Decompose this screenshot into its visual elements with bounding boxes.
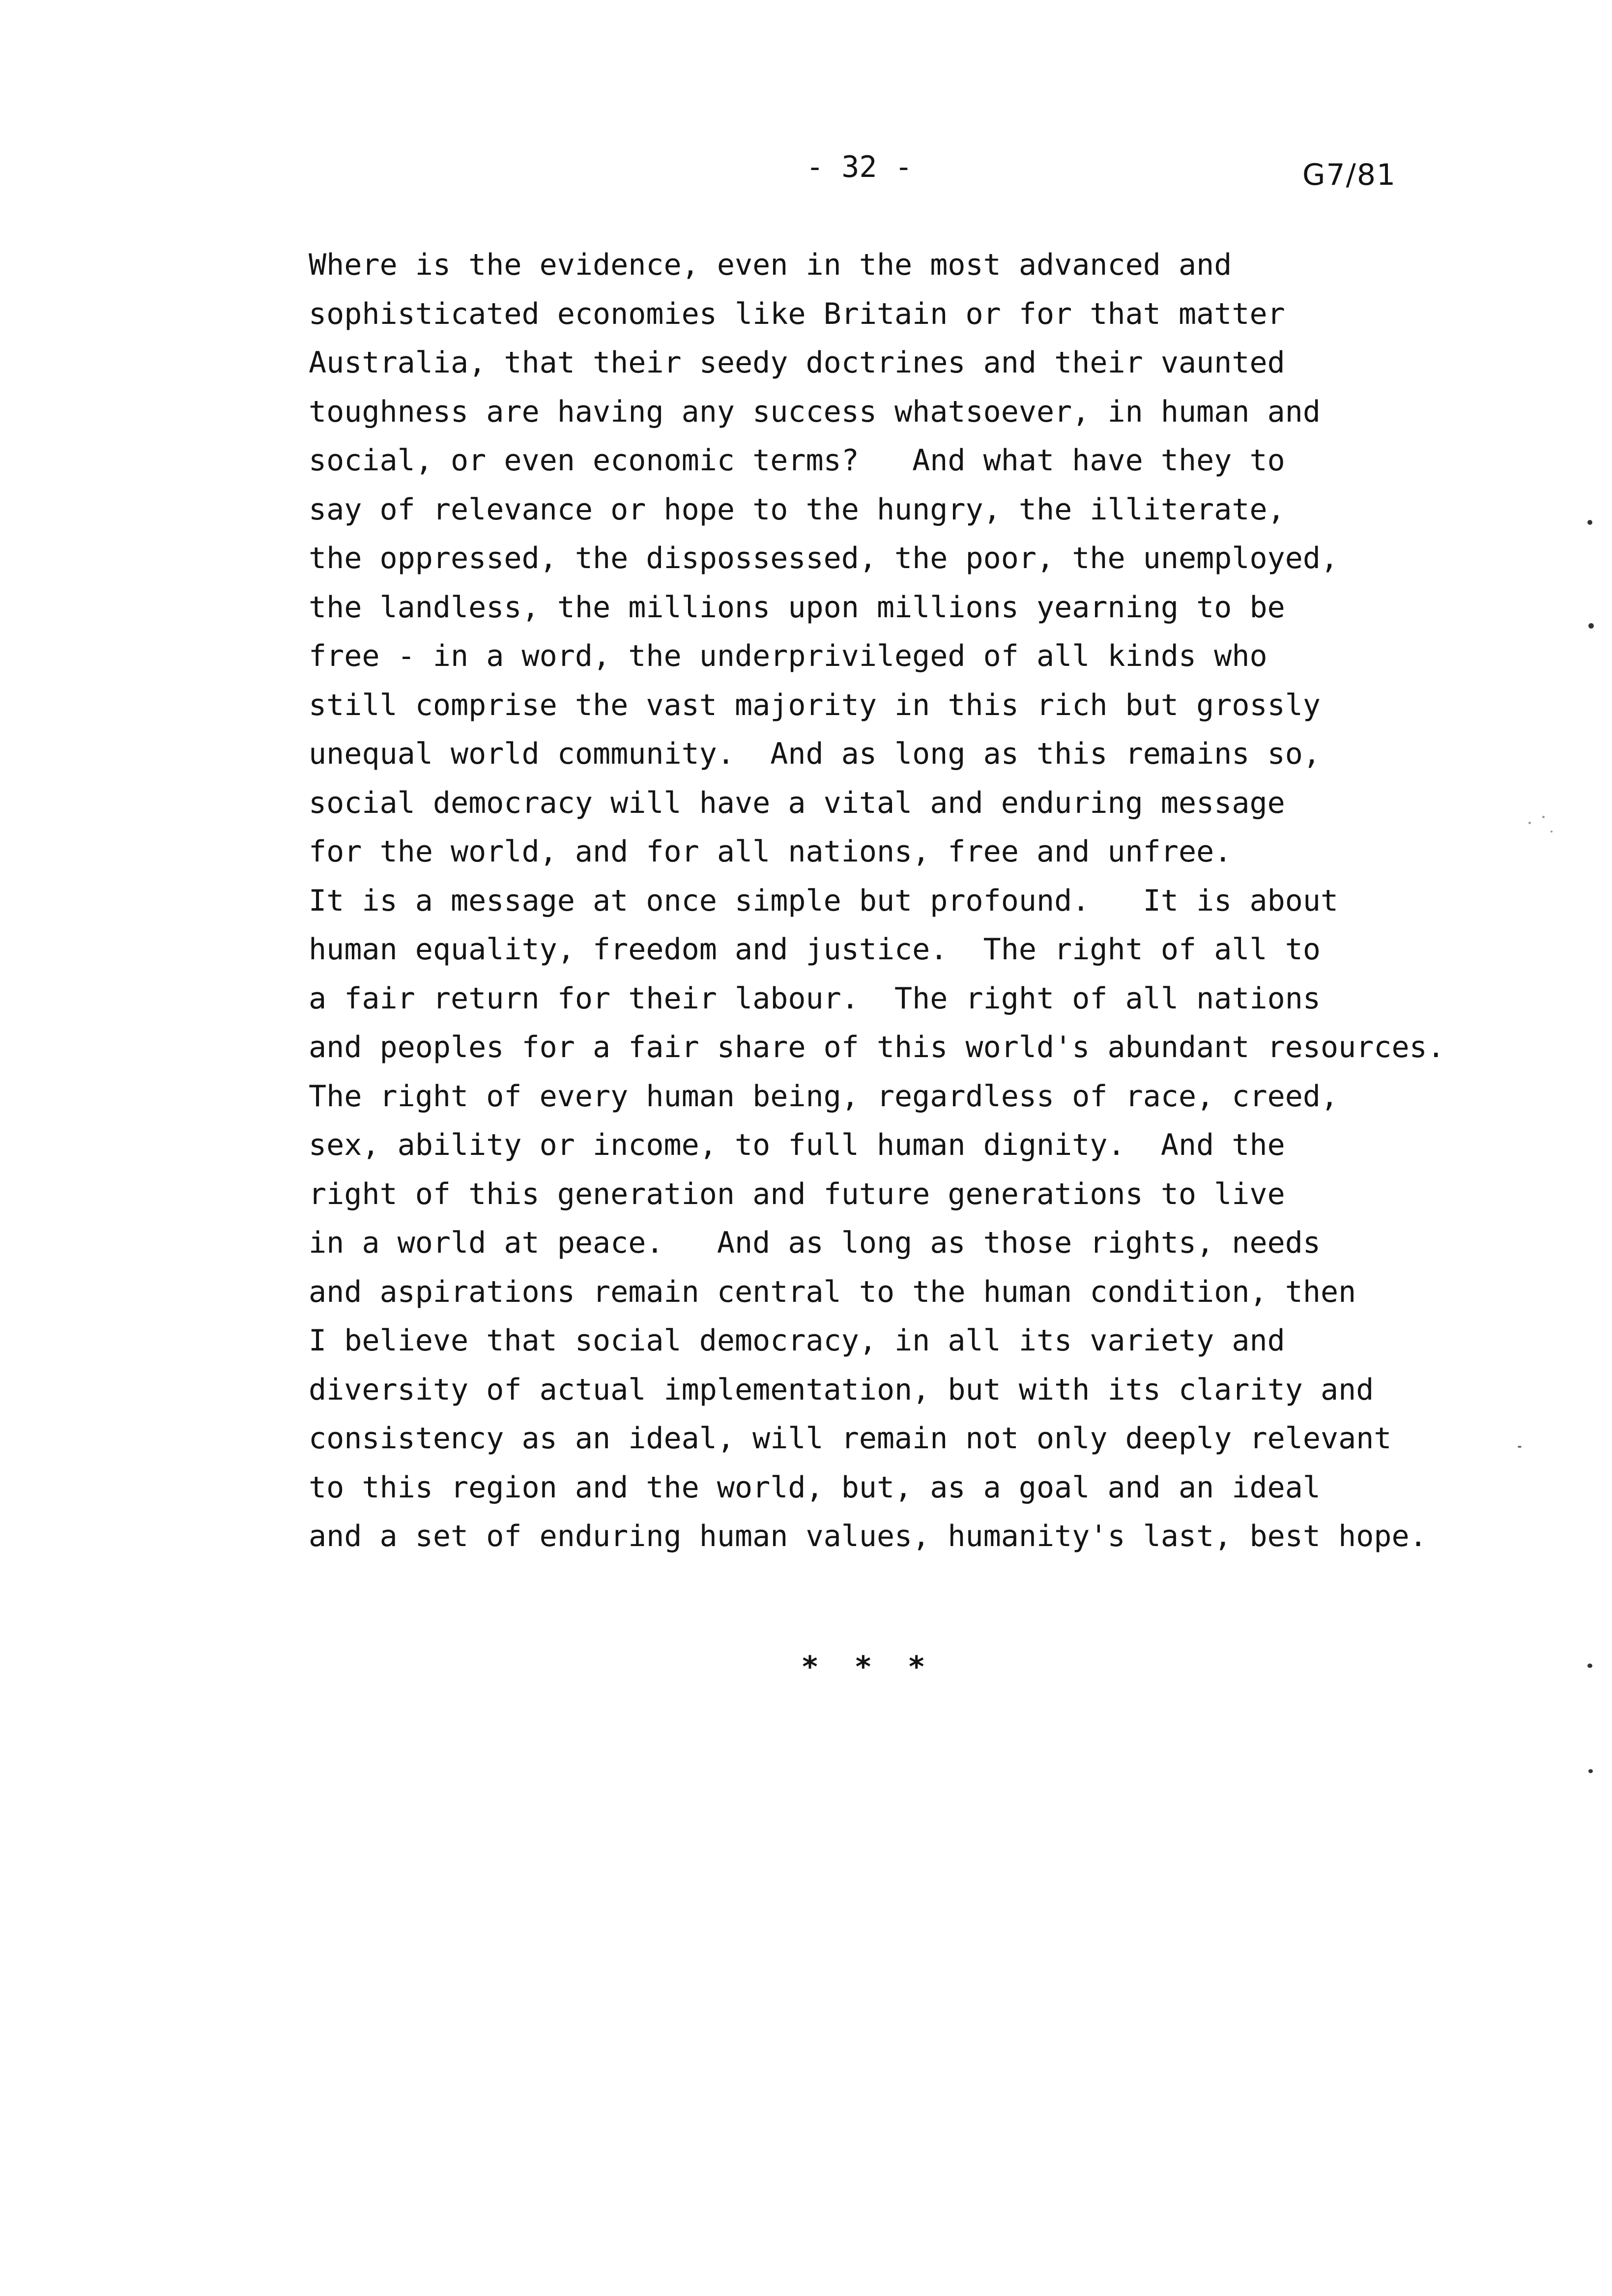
document-reference: G7/81 [1302,158,1397,192]
text-line: free - in a word, the underprivileged of all kinds who [309,639,1267,673]
scan-speck [1588,1769,1593,1773]
section-separator: * * * [801,1650,925,1684]
text-line: It is a message at once simple but profound. It is about [309,883,1339,918]
text-line: the oppressed, the dispossessed, the poor, the unemployed, [309,541,1339,575]
text-line: for the world, and for all nations, free and unfree. [309,834,1232,869]
text-line: social democracy will have a vital and enduring message [309,785,1285,820]
text-line: sex, ability or income, to full human dignity. And the [309,1128,1285,1162]
text-line: Where is the evidence, even in the most advanced and [309,248,1232,282]
text-line: in a world at peace. And as long as those rights, needs [309,1226,1321,1260]
text-line: and a set of enduring human values, humanity's last, best hope. [309,1519,1427,1553]
text-line: sophisticated economies like Britain or for that matter [309,296,1285,331]
scan-speck [1588,623,1594,629]
scan-speck [1587,1664,1592,1668]
page-number: - 32 - [806,150,913,184]
text-line: diversity of actual implementation, but with its clarity and [309,1372,1374,1407]
text-line: right of this generation and future generations to live [309,1177,1285,1211]
text-line: and peoples for a fair share of this world's abundant resources. [309,1030,1445,1064]
text-line: toughness are having any success whatsoever, in human and [309,394,1321,429]
scan-speck [1518,1446,1522,1448]
body-text [309,241,1577,1561]
text-line: I believe that social democracy, in all its variety and [309,1323,1285,1358]
scan-speck [1542,816,1545,818]
text-line: The right of every human being, regardless of race, creed, [309,1079,1339,1114]
text-line: the landless, the millions upon millions yearning to be [309,590,1285,625]
text-line: Australia, that their seedy doctrines and their vaunted [309,345,1285,380]
text-line: human equality, freedom and justice. The right of all to [309,932,1321,967]
text-line: social, or even economic terms? And what have they to [309,443,1285,478]
text-line: a fair return for their labour. The right of all nations [309,981,1321,1016]
text-line: say of relevance or hope to the hungry, the illiterate, [309,492,1285,527]
scan-speck [1528,822,1531,824]
text-line: to this region and the world, but, as a goal and an ideal [309,1470,1321,1505]
text-line: consistency as an ideal, will remain not only deeply relevant [309,1421,1392,1456]
scan-speck [1551,831,1553,832]
text-line: unequal world community. And as long as this remains so, [309,737,1321,771]
text-line: and aspirations remain central to the human condition, then [309,1274,1356,1309]
text-line: still comprise the vast majority in this rich but grossly [309,688,1321,722]
scan-speck [1587,520,1592,525]
